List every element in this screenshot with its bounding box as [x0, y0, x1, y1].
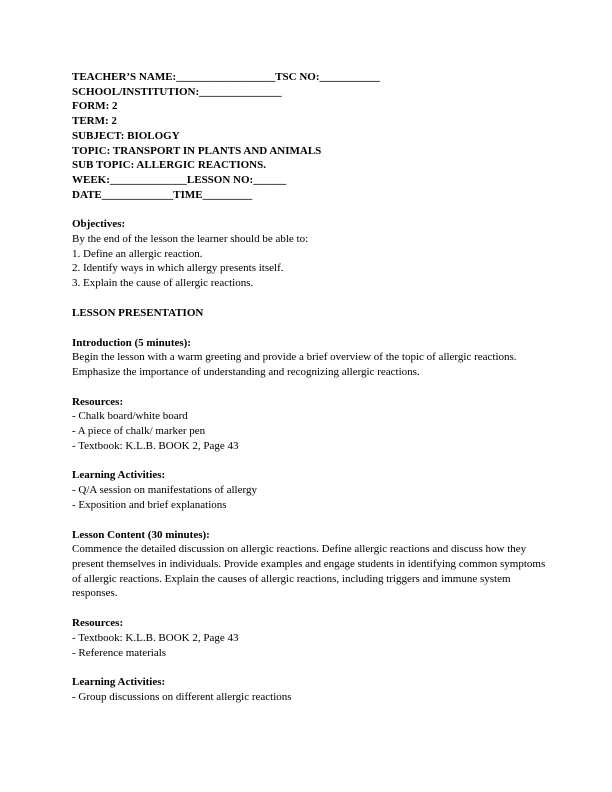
learning-activities-section-2 — [72, 675, 550, 704]
objectives-intro: By the end of the lesson the learner should be able to: — [72, 233, 309, 246]
resources-heading: Resources: — [72, 395, 124, 408]
lesson-plan-header — [72, 70, 550, 202]
week-line: WEEK:______________LESSON NO:______ — [72, 173, 287, 186]
introduction-section — [72, 336, 550, 380]
resources-heading: Resources: — [72, 617, 124, 630]
activity-item: - Group discussions on different allergic reactions — [72, 690, 292, 703]
objective-item: 1. Define an allergic reaction. — [72, 247, 203, 260]
objective-item: 3. Explain the cause of allergic reactions. — [72, 277, 254, 290]
introduction-heading: Introduction (5 minutes): — [72, 336, 191, 349]
term-line: TERM: 2 — [72, 115, 117, 128]
resource-item: - A piece of chalk/ marker pen — [72, 425, 206, 438]
school-line: SCHOOL/INSTITUTION:_______________ — [72, 85, 282, 98]
lesson-presentation-section — [72, 306, 550, 321]
activity-item: - Exposition and brief explanations — [72, 498, 227, 511]
activity-item: - Q/A session on manifestations of allergy — [72, 484, 257, 497]
subtopic-line: SUB TOPIC: ALLERGIC REACTIONS. — [72, 159, 266, 172]
lesson-content-section — [72, 528, 550, 602]
learning-activities-heading: Learning Activities: — [72, 676, 166, 689]
date-line: DATE_____________TIME_________ — [72, 188, 253, 201]
resource-item: - Reference materials — [72, 646, 167, 659]
lesson-presentation-title: LESSON PRESENTATION — [72, 306, 204, 319]
learning-activities-section-1 — [72, 468, 550, 512]
resource-item: - Chalk board/white board — [72, 410, 188, 423]
resource-item: - Textbook: K.L.B. BOOK 2, Page 43 — [72, 631, 239, 644]
introduction-text: Begin the lesson with a warm greeting and provide a brief overview of the topic of allergic reactions. Emphasize the importance of understanding and recognizing allergic reactions. — [72, 351, 517, 378]
lesson-content-text: Commence the detailed discussion on allergic reactions. Define allergic reactions and discuss how they present themselves in individuals. Provide examples and engage students in identifying common symptoms of allergic reactions. Explain the causes of allergic reactions, including triggers and immune system responses. — [72, 543, 546, 600]
subject-line: SUBJECT: BIOLOGY — [72, 129, 180, 142]
teacher-name-line: TEACHER’S NAME:__________________TSC NO:___________ — [72, 71, 381, 83]
objectives-section — [72, 217, 550, 291]
objectives-heading: Objectives: — [72, 218, 126, 231]
topic-line: TOPIC: TRANSPORT IN PLANTS AND ANIMALS — [72, 144, 322, 157]
resources-section-1 — [72, 395, 550, 454]
resources-section-2 — [72, 616, 550, 660]
objective-item: 2. Identify ways in which allergy presents itself. — [72, 262, 284, 275]
form-line: FORM: 2 — [72, 100, 118, 113]
learning-activities-heading: Learning Activities: — [72, 469, 166, 482]
resource-item: - Textbook: K.L.B. BOOK 2, Page 43 — [72, 439, 239, 452]
lesson-content-heading: Lesson Content (30 minutes): — [72, 528, 210, 541]
document-page — [72, 70, 550, 705]
